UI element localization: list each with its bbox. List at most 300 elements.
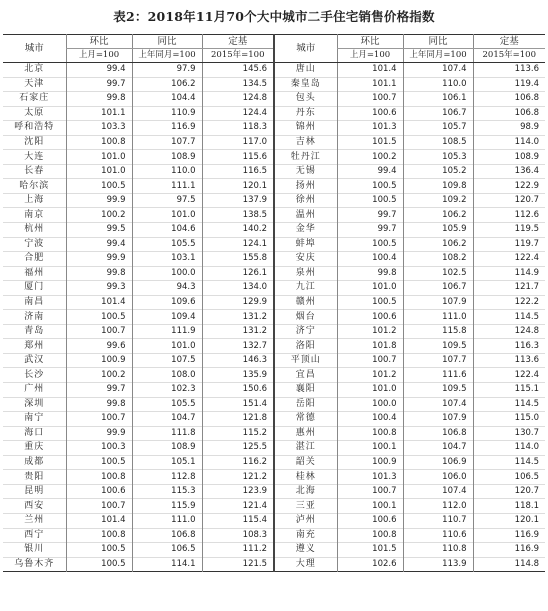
cell-city-left: 武汉	[24, 355, 45, 366]
table-row	[3, 557, 545, 572]
cell-city-right: 唐山	[274, 63, 337, 78]
cell-base-left: 134.0	[202, 281, 274, 296]
cell-base-right: 120.7	[473, 484, 545, 499]
cell-mom-right: 100.7	[337, 484, 403, 499]
cell-city-left: 哈尔滨	[19, 180, 50, 191]
table-row	[3, 499, 545, 514]
cell-mom-left: 100.5	[66, 310, 132, 325]
cell-mom-right: 101.0	[337, 383, 403, 398]
cell-mom-right: 99.8	[337, 266, 403, 281]
cell-yoy-left: 108.0	[132, 368, 202, 383]
cell-city-left: 北京	[24, 64, 45, 75]
cell-mom-left: 100.7	[66, 324, 132, 339]
cell-city-right: 徐州	[274, 193, 337, 208]
cell-mom-left: 100.9	[66, 353, 132, 368]
cell-yoy-left: 116.9	[132, 121, 202, 136]
table-row	[3, 441, 545, 456]
cell-yoy-left: 94.3	[132, 281, 202, 296]
cell-base-left: 108.3	[202, 528, 274, 543]
cell-city-right: 大理	[274, 557, 337, 572]
cell-yoy-right: 109.5	[403, 339, 473, 354]
cell-city-right: 秦皇岛	[274, 77, 337, 92]
cell-city-right: 南充	[274, 528, 337, 543]
cell-city-left: 济南	[24, 311, 45, 322]
cell-city-right: 扬州	[274, 179, 337, 194]
cell-yoy-left: 102.3	[132, 383, 202, 398]
cell-base-left: 134.5	[202, 77, 274, 92]
cell-city-right: 北海	[274, 484, 337, 499]
cell-mom-right: 100.8	[337, 528, 403, 543]
cell-city-left: 呼和浩特	[14, 122, 55, 133]
cell-mom-left: 100.5	[66, 543, 132, 558]
cell-base-right: 114.5	[473, 310, 545, 325]
cell-base-right: 115.1	[473, 383, 545, 398]
cell-yoy-right: 106.2	[403, 237, 473, 252]
cell-base-left: 151.4	[202, 397, 274, 412]
table-row	[3, 223, 545, 238]
cell-base-right: 122.9	[473, 179, 545, 194]
cell-base-right: 106.5	[473, 470, 545, 485]
cell-yoy-left: 103.1	[132, 252, 202, 267]
cell-mom-left: 100.5	[66, 179, 132, 194]
cell-base-right: 114.0	[473, 135, 545, 150]
cell-mom-right: 100.8	[337, 426, 403, 441]
cell-yoy-left: 115.9	[132, 499, 202, 514]
cell-yoy-left: 111.1	[132, 179, 202, 194]
cell-mom-left: 99.5	[66, 223, 132, 238]
cell-city-left: 重庆	[24, 442, 45, 453]
cell-city-left: 兰州	[24, 515, 45, 526]
cell-yoy-right: 105.7	[403, 121, 473, 136]
cell-base-right: 114.0	[473, 441, 545, 456]
cell-base-left: 115.6	[202, 150, 274, 165]
cell-city-left: 天津	[24, 78, 45, 89]
cell-base-right: 114.5	[473, 455, 545, 470]
table-row	[3, 150, 545, 165]
cell-city-right: 三亚	[274, 499, 337, 514]
cell-city-left: 贵阳	[24, 471, 45, 482]
cell-city-left: 太原	[24, 107, 45, 118]
cell-city-left: 合肥	[24, 253, 45, 264]
table-row	[3, 121, 545, 136]
cell-city-left: 大连	[24, 151, 45, 162]
table-row	[3, 77, 545, 92]
cell-city-right: 赣州	[274, 295, 337, 310]
cell-yoy-right: 104.7	[403, 441, 473, 456]
cell-yoy-left: 106.2	[132, 77, 202, 92]
cell-base-right: 122.4	[473, 368, 545, 383]
cell-mom-left: 100.2	[66, 368, 132, 383]
table-row	[3, 310, 545, 325]
header-mom-left: 环比	[66, 35, 132, 49]
cell-city-left: 福州	[24, 267, 45, 278]
cell-yoy-left: 107.5	[132, 353, 202, 368]
cell-mom-left: 99.4	[66, 63, 132, 78]
cell-base-left: 111.2	[202, 543, 274, 558]
table-row	[3, 412, 545, 427]
header-mom-right: 环比	[337, 35, 403, 49]
cell-mom-right: 101.2	[337, 368, 403, 383]
cell-yoy-left: 114.1	[132, 557, 202, 572]
cell-yoy-left: 105.5	[132, 397, 202, 412]
cell-mom-right: 100.5	[337, 237, 403, 252]
table-row	[3, 281, 545, 296]
cell-base-right: 122.4	[473, 252, 545, 267]
cell-base-right: 113.6	[473, 63, 545, 78]
cell-base-left: 121.8	[202, 412, 274, 427]
cell-city-left: 南昌	[24, 297, 45, 308]
cell-mom-right: 101.3	[337, 470, 403, 485]
cell-city-right: 宜昌	[274, 368, 337, 383]
cell-base-left: 123.9	[202, 484, 274, 499]
cell-yoy-left: 111.9	[132, 324, 202, 339]
cell-base-right: 122.2	[473, 295, 545, 310]
cell-city-left: 宁波	[24, 238, 45, 249]
cell-base-left: 137.9	[202, 193, 274, 208]
cell-mom-right: 101.2	[337, 324, 403, 339]
table-row	[3, 353, 545, 368]
cell-city-right: 泉州	[274, 266, 337, 281]
cell-base-left: 131.2	[202, 310, 274, 325]
cell-yoy-left: 97.5	[132, 193, 202, 208]
cell-city-right: 襄阳	[274, 383, 337, 398]
cell-city-right: 蚌埠	[274, 237, 337, 252]
cell-yoy-right: 107.9	[403, 412, 473, 427]
cell-yoy-left: 109.4	[132, 310, 202, 325]
cell-base-right: 114.9	[473, 266, 545, 281]
cell-base-right: 98.9	[473, 121, 545, 136]
cell-city-right: 金华	[274, 223, 337, 238]
table-row	[3, 528, 545, 543]
cell-mom-left: 100.8	[66, 135, 132, 150]
cell-mom-left: 101.4	[66, 513, 132, 528]
header-base-left: 定基	[202, 35, 274, 49]
cell-mom-left: 100.5	[66, 455, 132, 470]
cell-city-right: 平顶山	[274, 353, 337, 368]
cell-city-left: 海口	[24, 427, 45, 438]
cell-mom-left: 99.8	[66, 266, 132, 281]
cell-base-right: 114.5	[473, 397, 545, 412]
cell-base-right: 115.0	[473, 412, 545, 427]
cell-city-right: 济宁	[274, 324, 337, 339]
cell-city-left: 南宁	[24, 413, 45, 424]
header-yoy-sub-left: 上年同月=100	[132, 49, 202, 63]
cell-base-left: 150.6	[202, 383, 274, 398]
cell-city-right: 锦州	[274, 121, 337, 136]
cell-yoy-left: 107.7	[132, 135, 202, 150]
cell-city-left: 银川	[24, 544, 45, 555]
cell-yoy-right: 111.6	[403, 368, 473, 383]
cell-base-left: 145.6	[202, 63, 274, 78]
header-yoy-right: 同比	[403, 35, 473, 49]
cell-base-right: 114.8	[473, 557, 545, 572]
table-row	[3, 135, 545, 150]
cell-base-left: 140.2	[202, 223, 274, 238]
cell-yoy-left: 111.8	[132, 426, 202, 441]
cell-city-left: 郑州	[24, 340, 45, 351]
header-city-left: 城市	[3, 35, 66, 63]
cell-city-left: 长沙	[24, 369, 45, 380]
cell-city-right: 泸州	[274, 513, 337, 528]
table-row	[3, 164, 545, 179]
cell-city-left: 昆明	[24, 486, 45, 497]
cell-city-left: 西宁	[24, 529, 45, 540]
table-row	[3, 324, 545, 339]
cell-yoy-right: 115.8	[403, 324, 473, 339]
cell-mom-left: 100.5	[66, 557, 132, 572]
cell-base-left: 116.5	[202, 164, 274, 179]
cell-yoy-right: 108.5	[403, 135, 473, 150]
cell-mom-left: 101.4	[66, 295, 132, 310]
header-yoy-sub-right: 上年同月=100	[403, 49, 473, 63]
table-body	[3, 63, 545, 572]
cell-yoy-left: 108.9	[132, 150, 202, 165]
cell-base-right: 108.9	[473, 150, 545, 165]
cell-base-right: 116.9	[473, 528, 545, 543]
cell-base-right: 120.7	[473, 193, 545, 208]
header-mom-sub-right: 上月=100	[337, 49, 403, 63]
table-row	[3, 513, 545, 528]
cell-mom-left: 101.0	[66, 164, 132, 179]
cell-yoy-right: 107.4	[403, 484, 473, 499]
table-row	[3, 208, 545, 223]
cell-yoy-left: 101.0	[132, 339, 202, 354]
table-row	[3, 193, 545, 208]
cell-city-left: 上海	[24, 195, 45, 206]
cell-city-right: 烟台	[274, 310, 337, 325]
cell-mom-left: 99.7	[66, 383, 132, 398]
cell-yoy-right: 111.0	[403, 310, 473, 325]
cell-city-right: 丹东	[274, 106, 337, 121]
cell-base-right: 120.1	[473, 513, 545, 528]
cell-mom-right: 100.0	[337, 397, 403, 412]
cell-yoy-right: 105.2	[403, 164, 473, 179]
cell-mom-right: 100.4	[337, 412, 403, 427]
cell-mom-left: 99.4	[66, 237, 132, 252]
cell-city-right: 九江	[274, 281, 337, 296]
table-row	[3, 106, 545, 121]
cell-mom-right: 101.3	[337, 121, 403, 136]
cell-base-right: 106.8	[473, 92, 545, 107]
cell-yoy-left: 104.4	[132, 92, 202, 107]
table-row	[3, 383, 545, 398]
cell-city-right: 湛江	[274, 441, 337, 456]
cell-yoy-right: 106.7	[403, 281, 473, 296]
cell-base-left: 135.9	[202, 368, 274, 383]
cell-base-right: 136.4	[473, 164, 545, 179]
header-base-right: 定基	[473, 35, 545, 49]
cell-yoy-left: 108.9	[132, 441, 202, 456]
cell-mom-left: 100.6	[66, 484, 132, 499]
cell-city-left: 南京	[24, 209, 45, 220]
cell-mom-left: 99.8	[66, 92, 132, 107]
cell-city-left: 沈阳	[24, 137, 45, 147]
header-base-sub-left: 2015年=100	[202, 49, 274, 63]
cell-mom-right: 100.6	[337, 513, 403, 528]
cell-yoy-left: 100.0	[132, 266, 202, 281]
cell-yoy-left: 115.3	[132, 484, 202, 499]
cell-base-right: 113.6	[473, 353, 545, 368]
cell-yoy-left: 110.9	[132, 106, 202, 121]
cell-city-left: 长春	[24, 166, 45, 177]
cell-mom-right: 99.7	[337, 223, 403, 238]
table-row	[3, 92, 545, 107]
cell-base-left: 131.2	[202, 324, 274, 339]
cell-mom-right: 101.0	[337, 281, 403, 296]
cell-mom-left: 100.8	[66, 528, 132, 543]
cell-base-right: 112.6	[473, 208, 545, 223]
cell-yoy-left: 106.8	[132, 528, 202, 543]
table-row	[3, 397, 545, 412]
cell-yoy-left: 105.1	[132, 455, 202, 470]
cell-yoy-right: 108.2	[403, 252, 473, 267]
cell-city-left: 乌鲁木齐	[14, 558, 55, 569]
cell-city-left: 石家庄	[19, 93, 50, 104]
cell-yoy-left: 104.6	[132, 223, 202, 238]
cell-base-left: 146.3	[202, 353, 274, 368]
cell-yoy-right: 107.4	[403, 397, 473, 412]
cell-mom-right: 100.1	[337, 499, 403, 514]
header-mom-sub-left: 上月=100	[66, 49, 132, 63]
cell-city-right: 温州	[274, 208, 337, 223]
cell-base-left: 117.0	[202, 135, 274, 150]
cell-yoy-left: 97.9	[132, 63, 202, 78]
cell-base-right: 119.7	[473, 237, 545, 252]
cell-base-left: 125.5	[202, 441, 274, 456]
table-row	[3, 455, 545, 470]
cell-mom-right: 100.6	[337, 310, 403, 325]
cell-yoy-right: 109.5	[403, 383, 473, 398]
cell-mom-left: 99.9	[66, 252, 132, 267]
cell-base-left: 121.2	[202, 470, 274, 485]
cell-base-right: 119.4	[473, 77, 545, 92]
cell-yoy-right: 112.0	[403, 499, 473, 514]
cell-base-right: 130.7	[473, 426, 545, 441]
header-base-sub-right: 2015年=100	[473, 49, 545, 63]
cell-yoy-right: 110.8	[403, 543, 473, 558]
cell-base-left: 121.5	[202, 557, 274, 572]
cell-base-left: 124.8	[202, 92, 274, 107]
cell-yoy-right: 107.7	[403, 353, 473, 368]
cell-base-right: 121.7	[473, 281, 545, 296]
cell-mom-right: 100.5	[337, 179, 403, 194]
cell-yoy-right: 106.7	[403, 106, 473, 121]
cell-yoy-right: 109.2	[403, 193, 473, 208]
cell-yoy-left: 106.5	[132, 543, 202, 558]
cell-yoy-left: 110.0	[132, 164, 202, 179]
cell-city-right: 无锡	[274, 164, 337, 179]
cell-city-right: 韶关	[274, 455, 337, 470]
table-row	[3, 252, 545, 267]
table-row	[3, 266, 545, 281]
cell-base-left: 129.9	[202, 295, 274, 310]
cell-mom-right: 101.5	[337, 135, 403, 150]
table-row	[3, 484, 545, 499]
cell-city-left: 深圳	[24, 398, 45, 409]
cell-base-left: 126.1	[202, 266, 274, 281]
cell-mom-left: 103.3	[66, 121, 132, 136]
table-row	[3, 368, 545, 383]
cell-mom-right: 99.4	[337, 164, 403, 179]
cell-yoy-right: 102.5	[403, 266, 473, 281]
cell-mom-left: 99.9	[66, 426, 132, 441]
cell-base-left: 124.4	[202, 106, 274, 121]
cell-base-right: 116.9	[473, 543, 545, 558]
cell-city-right: 包头	[274, 92, 337, 107]
table-row	[3, 295, 545, 310]
cell-mom-left: 99.6	[66, 339, 132, 354]
cell-mom-right: 101.4	[337, 63, 403, 78]
cell-yoy-right: 106.1	[403, 92, 473, 107]
cell-base-left: 115.4	[202, 513, 274, 528]
cell-city-left: 厦门	[24, 282, 45, 293]
cell-yoy-left: 109.6	[132, 295, 202, 310]
cell-base-left: 121.4	[202, 499, 274, 514]
cell-city-right: 安庆	[274, 252, 337, 267]
table-row	[3, 63, 545, 78]
header-yoy-left: 同比	[132, 35, 202, 49]
table-row	[3, 179, 545, 194]
cell-mom-right: 100.7	[337, 353, 403, 368]
cell-mom-right: 100.5	[337, 193, 403, 208]
cell-base-left: 155.8	[202, 252, 274, 267]
cell-yoy-left: 112.8	[132, 470, 202, 485]
cell-city-left: 青岛	[24, 326, 45, 337]
cell-mom-right: 100.2	[337, 150, 403, 165]
cell-mom-right: 101.5	[337, 543, 403, 558]
table-row	[3, 470, 545, 485]
cell-yoy-right: 106.0	[403, 470, 473, 485]
cell-base-left: 138.5	[202, 208, 274, 223]
price-index-table	[3, 34, 545, 572]
cell-base-right: 106.8	[473, 106, 545, 121]
table-row	[3, 426, 545, 441]
cell-yoy-right: 109.8	[403, 179, 473, 194]
cell-yoy-right: 105.3	[403, 150, 473, 165]
cell-yoy-left: 104.7	[132, 412, 202, 427]
cell-city-right: 遵义	[274, 543, 337, 558]
cell-base-left: 124.1	[202, 237, 274, 252]
cell-base-right: 119.5	[473, 223, 545, 238]
cell-city-right: 桂林	[274, 470, 337, 485]
cell-yoy-right: 106.9	[403, 455, 473, 470]
cell-yoy-left: 101.0	[132, 208, 202, 223]
cell-yoy-right: 110.6	[403, 528, 473, 543]
cell-city-left: 西安	[24, 500, 45, 511]
cell-mom-right: 99.7	[337, 208, 403, 223]
cell-city-right: 洛阳	[274, 339, 337, 354]
cell-base-right: 118.1	[473, 499, 545, 514]
cell-mom-left: 99.7	[66, 77, 132, 92]
cell-yoy-right: 107.4	[403, 63, 473, 78]
cell-mom-left: 100.3	[66, 441, 132, 456]
table-row	[3, 339, 545, 354]
cell-city-left: 广州	[24, 384, 45, 395]
cell-city-right: 牡丹江	[274, 150, 337, 165]
header-row-main	[3, 35, 545, 49]
cell-yoy-right: 107.9	[403, 295, 473, 310]
cell-yoy-right: 110.0	[403, 77, 473, 92]
cell-mom-left: 100.7	[66, 412, 132, 427]
cell-mom-right: 100.4	[337, 252, 403, 267]
cell-yoy-left: 111.0	[132, 513, 202, 528]
cell-mom-left: 100.2	[66, 208, 132, 223]
cell-mom-right: 102.6	[337, 557, 403, 572]
cell-mom-left: 99.9	[66, 193, 132, 208]
cell-mom-right: 100.5	[337, 295, 403, 310]
cell-mom-right: 100.9	[337, 455, 403, 470]
cell-yoy-right: 106.2	[403, 208, 473, 223]
